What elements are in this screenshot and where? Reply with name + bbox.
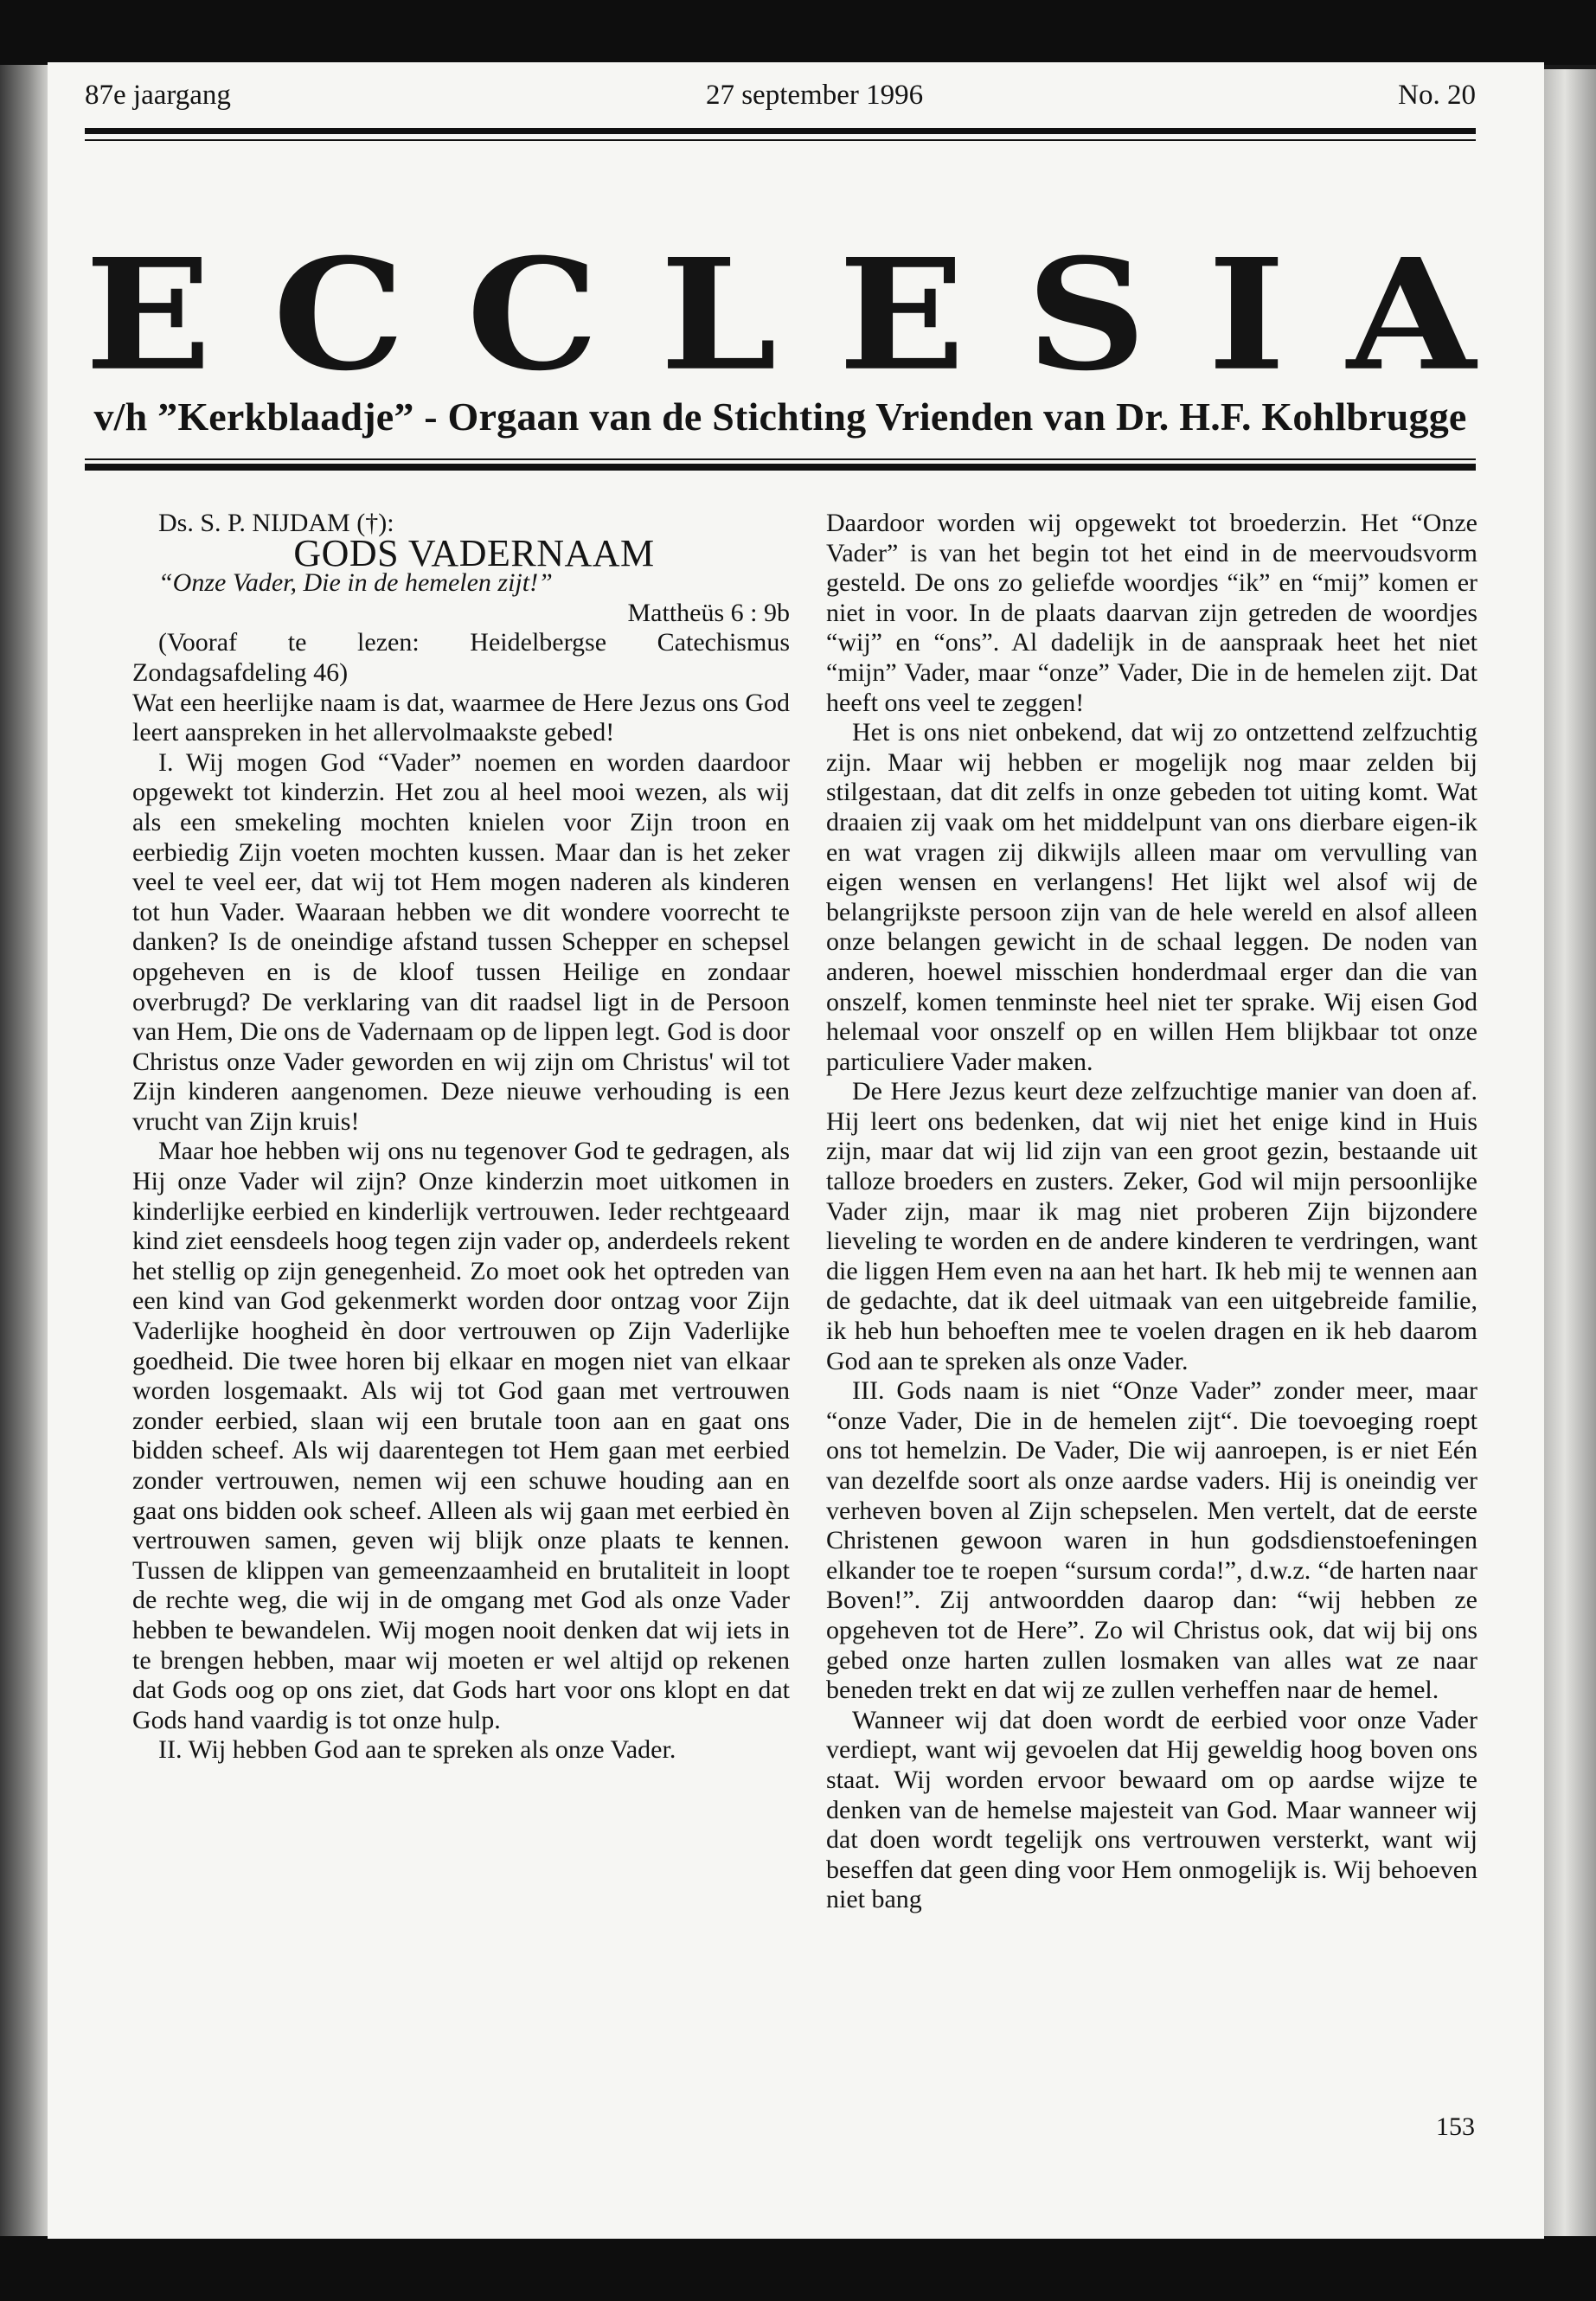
issue-number: No. 20 (1398, 80, 1476, 111)
masthead-letter: C (272, 226, 406, 406)
paragraph: I. Wij mogen God “Vader” noemen en worden daardoor opgewekt tot kinderzin. Het zou al heel mooi wezen, als wij als een smekeling mochten knielen voor Zijn troon en eerbiedig Zijn voeten mochten kussen. Maar dan is het zeker veel te veel eer, dat wij tot Hem mogen naderen als kinderen tot hun Vader. Waaraan hebben we dit wondere voorrecht te danken? Is de oneindige afstand tussen Schepper en schepsel opgeheven en is de kloof tussen Heilige en zondaar overbrugd? De verklaring van dit raadsel ligt in de Persoon van Hem, Die ons de Vadernaam op de lippen legt. God is door Christus onze Vader geworden en wij zijn om Christus' wil tot Zijn kinderen aangenomen. Deze nieuwe verhouding is een vrucht van Zijn kruis! (132, 747, 790, 1136)
masthead-letter: E (85, 226, 212, 406)
masthead-title (85, 226, 1476, 406)
masthead-letter: C (466, 226, 599, 406)
header-rule-thin (85, 139, 1476, 141)
masthead-rule-thick (85, 464, 1476, 471)
masthead-rule-thin (85, 458, 1476, 460)
issue-date: 27 september 1996 (705, 80, 924, 111)
masthead-subtitle: v/h ”Kerkblaadje” - Orgaan van de Stichting Vrienden van Dr. H.F. Kohlbrugge (93, 394, 1467, 439)
masthead-letter: L (660, 226, 778, 406)
page-edge (1544, 69, 1596, 2236)
article-column-left (132, 509, 790, 1766)
scripture-reference: Mattheüs 6 : 9b (627, 598, 790, 627)
page-number: 153 (1436, 2112, 1475, 2141)
scan-border-bottom (0, 2236, 1596, 2301)
paragraph: Daardoor worden wij opgewekt tot broederzin. Het “Onze Vader” is van het begin tot het eind in de meervoudsvorm gesteld. De ons zo geliefde woordjes “ik” en “mij” komen er niet in voor. In de plaats daarvan zijn getreden de woordjes “wij” en “ons”. Al dadelijk in de aanspraak heet het niet “mijn” Vader, maar “onze” Vader, Die in de hemelen zijt. Dat heeft ons veel te zeggen! (826, 509, 1477, 717)
book-spine-shadow (0, 65, 48, 2236)
issue-header (85, 80, 1476, 123)
masthead-letter: A (1347, 226, 1476, 406)
reading-note: (Vooraf te lezen: Heidelbergse Catechismus Zondagsafdeling 46) (132, 628, 790, 687)
paragraph: III. Gods naam is niet “Onze Vader” zonder meer, maar “onze Vader, Die in de hemelen zijt“. Die toevoeging roept ons tot hemelzin. De Vader, Die wij aanroepen, is er niet Eén van dezelfde soort als onze aardse vaders. Hij is oneindig ver verheven boven al Zijn schepselen. Men vertelt, dat de eerste Christenen gewoon waren in hun godsdienstoefeningen elkander toe te roepen “sursum corda!”, d.w.z. “de harten naar Boven!”. Zij antwoordden daarop dan: “wij hebben ze opgeheven tot de Here”. Zo wil Christus ook, dat wij bij ons gebed onze harten zullen losmaken van alles wat ze naar beneden trekt en dat wij ze zullen verheffen naar de hemel. (826, 1376, 1477, 1705)
paragraph: Wat een heerlijke naam is dat, waarmee de Here Jezus ons God leert aanspreken in het allervolmaakste gebed! (132, 688, 790, 747)
article-author: Ds. S. P. NIJDAM (†): (158, 509, 394, 537)
masthead-letter: I (1208, 226, 1285, 406)
masthead-letter: S (1026, 226, 1147, 406)
volume-label: 87e jaargang (85, 80, 231, 111)
paragraph: De Here Jezus keurt deze zelfzuchtige manier van doen af. Hij leert ons bedenken, dat wij niet het enige kind in Huis zijn, maar dat wij lid zijn van een groot gezin, bestaande uit talloze broeders en zusters. Zeker, God wil mijn persoonlijke Vader zijn, maar ik mag niet proberen Zijn bijzondere lieveling te worden en de andere kinderen te verdringen, want die liggen Hem even na aan het hart. Ik heb mij te wennen aan de gedachte, dat ik deel uitmaak van een uitgebreide familie, ik heb hun behoeften mee te voelen dragen en ik heb daarom God aan te spreken als onze Vader. (826, 1077, 1477, 1375)
header-rule-thick (85, 128, 1476, 134)
article-title: GODS VADERNAAM (293, 531, 655, 574)
masthead-letter: E (838, 226, 965, 406)
paragraph: Wanneer wij dat doen wordt de eerbied voor onze Vader verdiept, want wij gevoelen dat Hij geweldig hoog boven ons staat. Wij worden ervoor bewaard om op aardse wijze te denken van de hemelse majesteit van God. Maar wanneer wij dat doen wordt tegelijk ons vertrouwen versterkt, want wij beseffen dat geen ding voor Hem onmogelijk is. Wij behoeven niet bang (826, 1705, 1477, 1914)
paragraph: Maar hoe hebben wij ons nu tegenover God te gedragen, als Hij onze Vader wil zijn? Onze kinderzin moet uitkomen in kinderlijke eerbied en kinderlijk vertrouwen. Ieder rechtgeaard kind ziet eensdeels hoog tegen zijn vader op, anderdeels rekent het stellig op zijn genegenheid. Zo moet ook het optreden van een kind van God gekenmerkt worden door ontzag voor Zijn Vaderlijke hoogheid èn door vertrouwen op Zijn Vaderlijke goedheid. Die twee horen bij elkaar en mogen niet van elkaar worden losgemaakt. Als wij tot God gaan met vertrouwen zonder eerbied, slaan wij een brutale toon aan en gaat ons bidden scheef. Als wij daarentegen tot Hem gaan met eerbied zonder vertrouwen, nemen wij een schuwe houding aan en gaat ons bidden ook scheef. Alleen als wij gaan met eerbied èn vertrouwen samen, geven wij blijk onze plaats te kennen. Tussen de klippen van gemeenzaamheid en brutaliteit in loopt de rechte weg, die wij in de omgang met God als onze Vader hebben te bewandelen. Wij mogen nooit denken dat wij iets in te brengen hebben, maar wij moeten er wel altijd op rekenen dat Gods oog op ons ziet, dat Gods hart voor ons klopt en dat Gods hand vaardig is tot onze hulp. (132, 1137, 790, 1734)
paragraph: II. Wij hebben God aan te spreken als onze Vader. (158, 1735, 676, 1765)
paragraph: Het is ons niet onbekend, dat wij zo ontzettend zelfzuchtig zijn. Maar wij hebben er mogelijk nog maar zelden bij stilgestaan, dat dit zelfs in onze gebeden tot uiting komt. Wat draaien zij vaak om het middelpunt van ons dierbare eigen-ik en wat vragen zij dikwijls alleen maar om vervulling van eigen wensen en verlangens! Het lijkt wel alsof wij de belangrijkste persoon zijn van de hele wereld en alsof alleen onze belangen gewicht in de schaal leggen. De noden van anderen, hoewel misschien honderdmaal erger dan die van onszelf, komen tenminste heel niet ter sprake. Wij eisen God helemaal voor onszelf op en willen Hem blijkbaar tot onze particuliere Vader maken. (826, 718, 1477, 1076)
scan-border-top (0, 0, 1596, 65)
article-column-right (826, 509, 1477, 1915)
scripture-quote: “Onze Vader, Die in de hemelen zijt!” (158, 568, 553, 598)
